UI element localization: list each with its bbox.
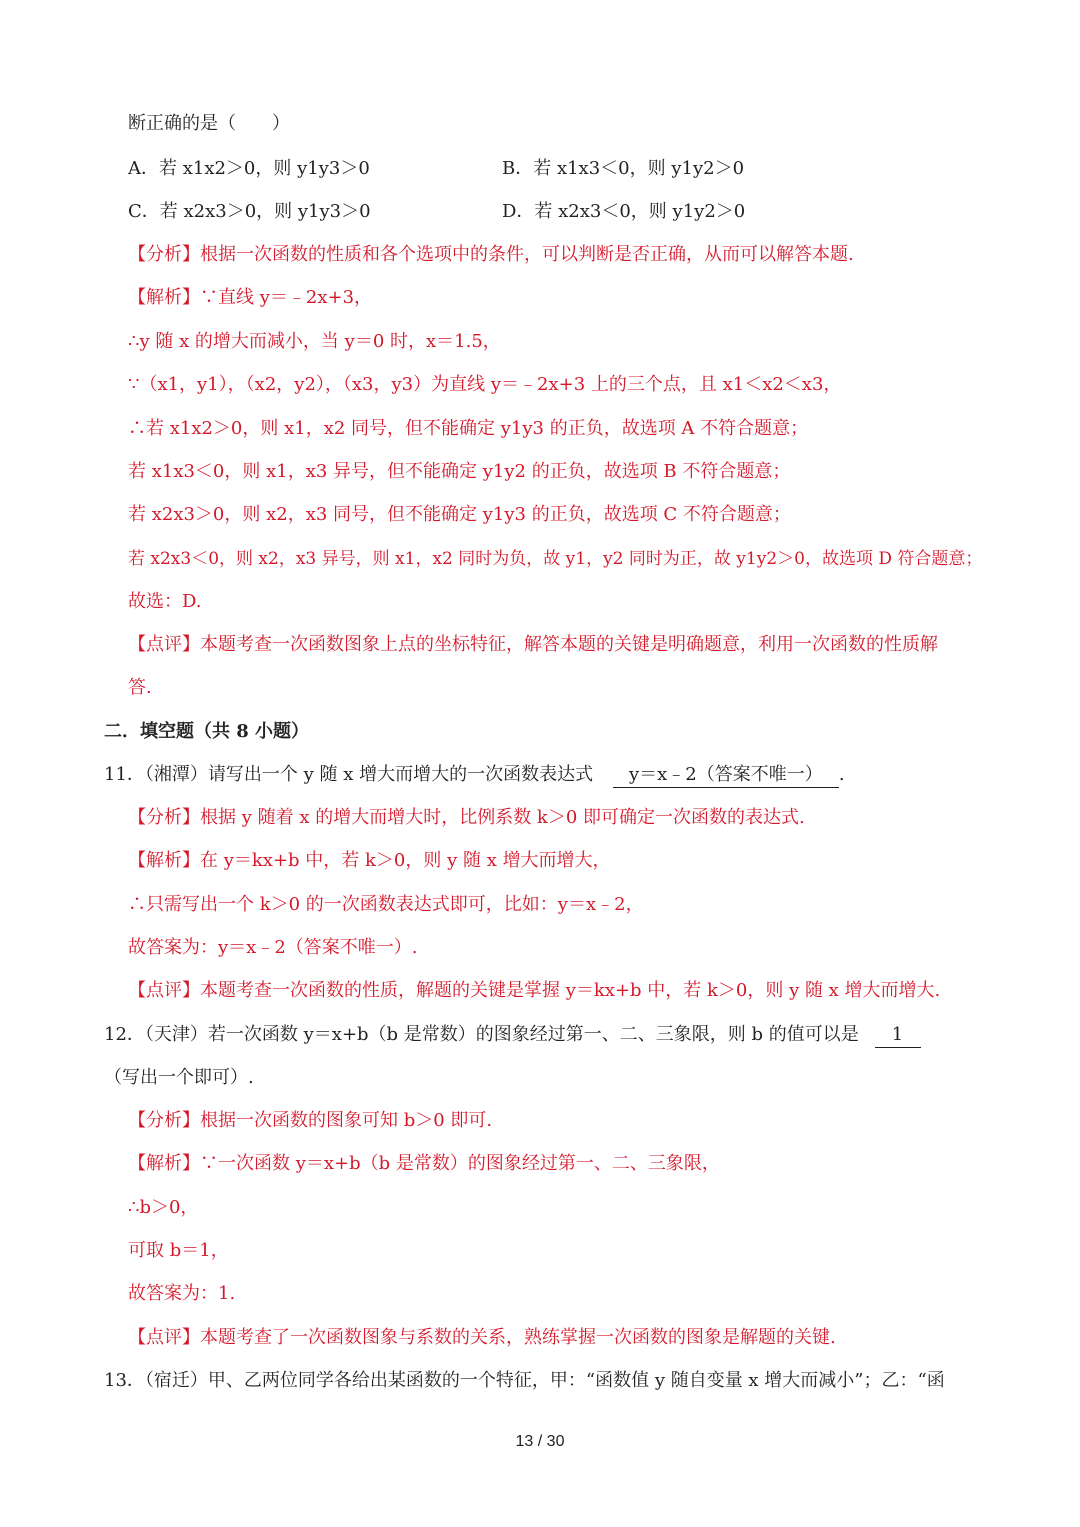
q11-solution-line: ∴只需写出一个 k＞0 的一次函数表达式即可，比如：y＝x﹣2， [128, 894, 644, 915]
comment-text: 本题考查一次函数的性质，解题的关键是掌握 y＝kx+b 中，若 k＞0，则 y 随 x 增大而增大. [200, 980, 941, 1001]
q10-analysis [128, 243, 854, 267]
q10-solution-line: 若 x1x3＜0，则 x1，x3 异号，但不能确定 y1y2 的正负，故选项 B 不符合题意； [128, 461, 791, 482]
q11-solution [128, 849, 611, 873]
q11-stem-end: . [838, 764, 845, 785]
comment-tag: 【点评】 [128, 1327, 200, 1348]
section-title: 二．填空题（共 8 小题） [104, 721, 310, 742]
q12-comment [128, 1326, 836, 1350]
q10-solution [128, 286, 372, 310]
q12-solution-line: 故答案为：1. [128, 1283, 236, 1304]
q11-stem [104, 763, 845, 788]
q10-option-c: C．若 x2x3＞0，则 y1y3＞0 [128, 201, 371, 222]
comment-text: 本题考查一次函数图象上点的坐标特征，解答本题的关键是明确题意，利用一次函数的性质解 [200, 634, 938, 655]
analysis-text: 根据一次函数的图象可知 b＞0 即可. [200, 1110, 493, 1131]
solution-text: 在 y＝kx+b 中，若 k＞0，则 y 随 x 增大而增大， [200, 850, 611, 871]
q10-solution-line: 若 x2x3＞0，则 x2，x3 同号，但不能确定 y1y3 的正负，故选项 C 不符合题意； [128, 504, 791, 525]
q10-comment [128, 633, 938, 657]
q11-comment [128, 979, 940, 1003]
analysis-text: 根据一次函数的性质和各个选项中的条件，可以判断是否正确，从而可以解答本题. [200, 244, 854, 265]
page-number: 13 / 30 [515, 1433, 565, 1450]
q11-solution-line: 故答案为：y＝x﹣2（答案不唯一）. [128, 937, 418, 958]
solution-text: ∵直线 y＝﹣2x+3， [200, 287, 373, 308]
q10-option-b: B．若 x1x3＜0，则 y1y2＞0 [502, 158, 745, 179]
q10-solution-line: 若 x2x3＜0，则 x2，x3 异号，则 x1，x2 同时为负，故 y1，y2 同时为正，故 y1y2＞0，故选项 D 符合题意； [128, 549, 983, 569]
q10-solution-line: ∴若 x1x2＞0，则 x1，x2 同号，但不能确定 y1y3 的正负，故选项 A 不符合题意； [128, 418, 809, 439]
q12-analysis [128, 1109, 492, 1133]
q12-stem-cont: （写出一个即可）. [104, 1067, 254, 1088]
analysis-tag: 【分析】 [128, 244, 200, 265]
q11-answer-blank: y＝x﹣2（答案不唯一） [613, 763, 839, 788]
q11-analysis [128, 806, 805, 830]
q12-solution-line: ∴b＞0， [128, 1197, 199, 1218]
solution-tag: 【解析】 [128, 1153, 200, 1174]
comment-text: 本题考查了一次函数图象与系数的关系，熟练掌握一次函数的图象是解题的关键. [200, 1327, 836, 1348]
analysis-text: 根据 y 随着 x 的增大而增大时，比例系数 k＞0 即可确定一次函数的表达式. [200, 807, 805, 828]
q12-solution [128, 1152, 720, 1176]
solution-tag: 【解析】 [128, 287, 200, 308]
q12-stem-text: 12．（天津）若一次函数 y＝x+b（b 是常数）的图象经过第一、二、三象限，则 b 的值可以是 [104, 1024, 859, 1045]
analysis-tag: 【分析】 [128, 1110, 200, 1131]
q11-stem-text: 11．（湘潭）请写出一个 y 随 x 增大而增大的一次函数表达式 [104, 764, 594, 785]
q10-stem-tail: 断正确的是（ ） [128, 113, 290, 134]
q10-solution-line: 故选：D. [128, 591, 202, 612]
comment-tag: 【点评】 [128, 980, 200, 1001]
q12-stem [104, 1023, 921, 1048]
q10-option-a: A．若 x1x2＞0，则 y1y3＞0 [128, 158, 370, 179]
solution-tag: 【解析】 [128, 850, 200, 871]
q10-solution-line: ∴y 随 x 的增大而减小，当 y＝0 时，x＝1.5， [128, 331, 501, 352]
q10-solution-line: ∵（x1，y1），（x2，y2），（x3，y3）为直线 y＝﹣2x+3 上的三个点，且 x1＜x2＜x3， [128, 374, 842, 395]
q10-option-d: D．若 x2x3＜0，则 y1y2＞0 [502, 201, 746, 222]
analysis-tag: 【分析】 [128, 807, 200, 828]
solution-text: ∵一次函数 y＝x+b（b 是常数）的图象经过第一、二、三象限， [200, 1153, 720, 1174]
q13-stem: 13．（宿迁）甲、乙两位同学各给出某函数的一个特征，甲：“函数值 y 随自变量 x 增大而减小”；乙：“函 [104, 1370, 945, 1391]
q12-answer-blank: 1 [875, 1023, 921, 1048]
q12-solution-line: 可取 b＝1， [128, 1240, 229, 1261]
q10-comment-cont: 答. [128, 677, 152, 698]
comment-tag: 【点评】 [128, 634, 200, 655]
